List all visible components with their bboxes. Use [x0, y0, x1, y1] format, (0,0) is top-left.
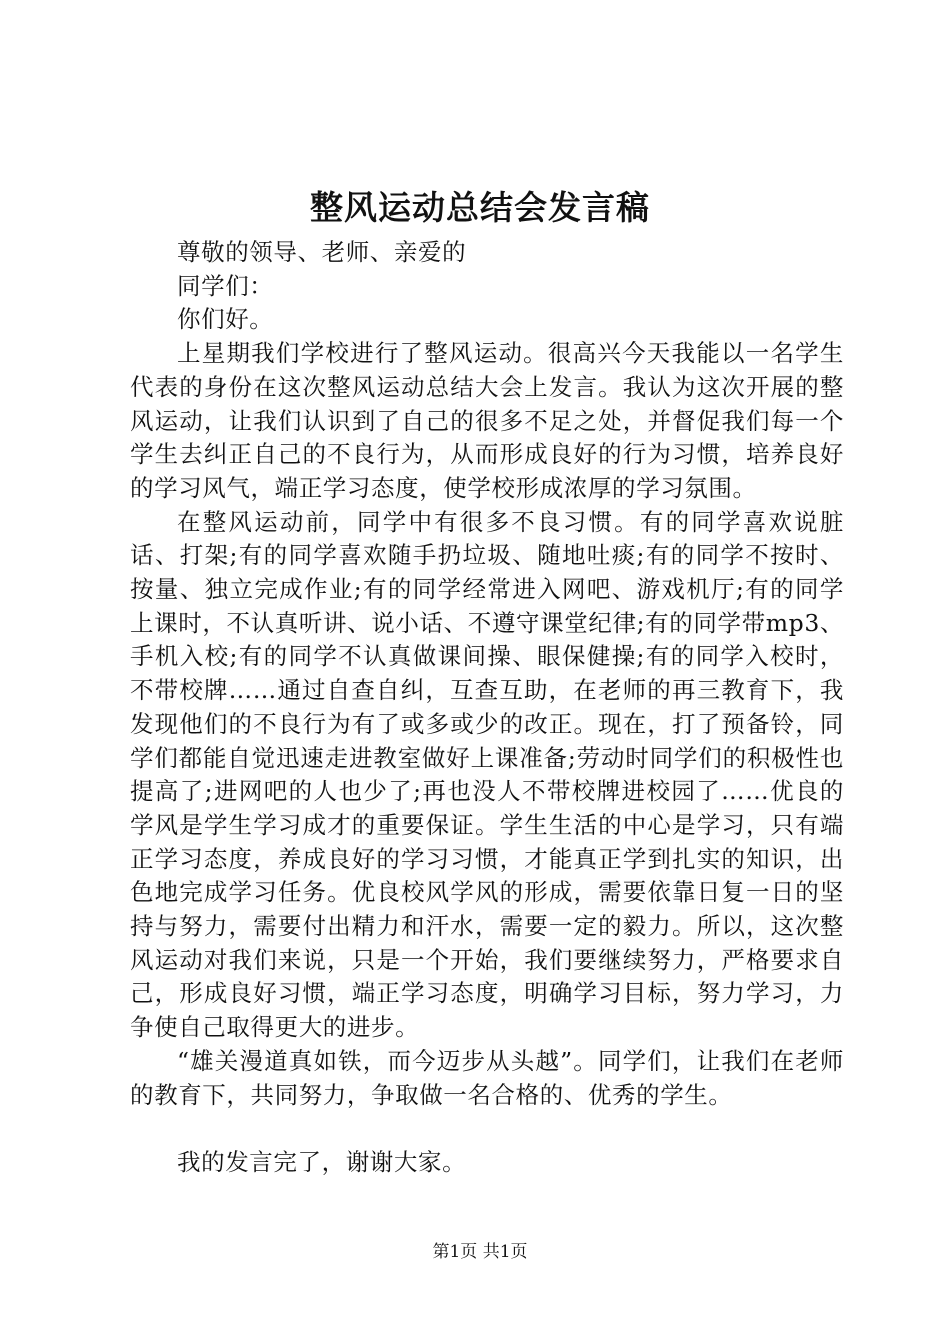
document-title: 整风运动总结会发言稿: [310, 188, 650, 227]
salutation-line-2: 同学们：: [177, 271, 274, 300]
body-paragraph-1: 上星期我们学校进行了整风运动。很高兴今天我能以一名学生代表的身份在这次整风运动总结大会上发言。我认为这次开展的整风运动，让我们认识到了自己的很多不足之处，并督促我们每一个学生去纠正自己的不良行为，从而形成良好的行为习惯，培养良好的学习风气，端正学习态度，使学校形成浓厚的学习氛围。: [130, 339, 844, 502]
document-body: [130, 236, 844, 1180]
salutation-line-1: 尊敬的领导、老师、亲爱的: [177, 238, 467, 266]
closing-line: 我的发言完了，谢谢大家。: [177, 1148, 467, 1177]
greeting: 你们好。: [177, 305, 274, 334]
body-paragraph-2: 在整风运动前，同学中有很多不良习惯。有的同学喜欢说脏话、打架;有的同学喜欢随手扔垃圾、随地吐痰;有的同学不按时、按量、独立完成作业;有的同学经常进入网吧、游戏机厅;有的同学上课时，不认真听讲、说小话、不遵守课堂纪律;有的同学带mp3、手机入校;有的同学不认真做课间操、眼保健操;有的同学入校时，不带校牌……通过自查自纠，互查互助，在老师的再三教育下，我发现他们的不良行为有了或多或少的改正。现在，打了预备铃，同学们都能自觉迅速走进教室做好上课准备;劳动时同学们的积极性也提高了;进网吧的人也少了;再也没人不带校牌进校园了……优良的学风是学生学习成才的重要保证。学生生活的中心是学习，只有端正学习态度，养成良好的学习习惯，才能真正学到扎实的知识，出色地完成学习任务。优良校风学风的形成，需要依靠日复一日的坚持与努力，需要付出精力和汗水，需要一定的毅力。所以，这次整风运动对我们来说，只是一个开始，我们要继续努力，严格要求自己，形成良好习惯，端正学习态度，明确学习目标，努力学习，力争使自己取得更大的进步。: [130, 507, 844, 1042]
page-footer: 第1页 共1页: [432, 1242, 528, 1262]
body-paragraph-3: “雄关漫道真如铁，而今迈步从头越”。同学们，让我们在老师的教育下，共同努力，争取做一名合格的、优秀的学生。: [130, 1046, 844, 1109]
